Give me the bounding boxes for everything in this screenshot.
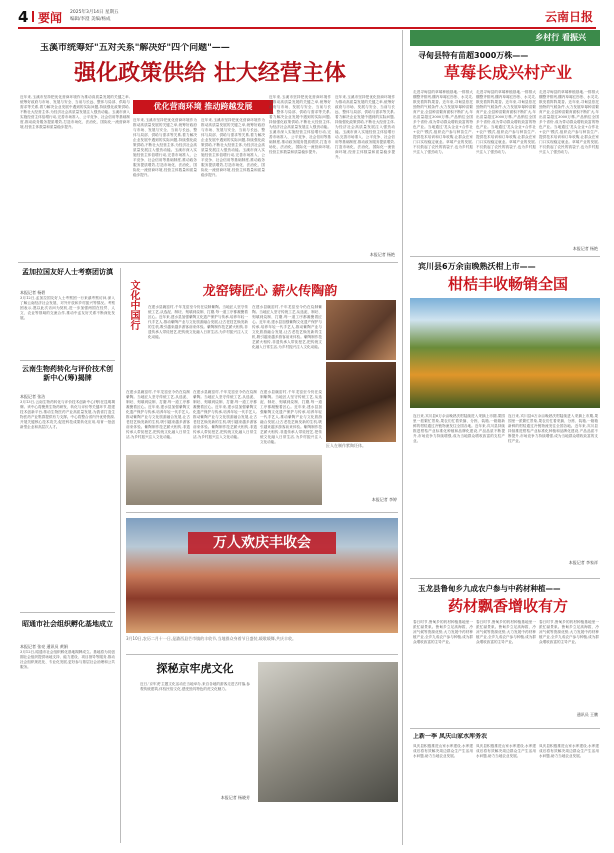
right-band (410, 30, 600, 46)
right-story3-kicker: 玉龙县鲁甸乡九成农户参与中药材种植—— (418, 584, 561, 593)
lead-headline: 强化政策供给 壮大经营主体 (74, 60, 346, 86)
culture-divider (126, 512, 398, 513)
story1-divider (20, 360, 115, 361)
story2-headline: 云南生物药转化与评价技术创新中心(筹)揭牌 (22, 365, 113, 382)
right-divider-1 (410, 256, 600, 257)
tea-author: 本报记者 杨晓芳 (220, 795, 250, 800)
masthead-rule (18, 27, 596, 29)
citrus-photo (410, 298, 600, 408)
right-story3-headline: 药材飘香增收有方 (447, 597, 568, 615)
story2-author: 本报记者 张洁 (20, 394, 46, 399)
lead-body-col1: 近年来,玉溪市坚持把优化营商环境作为推动高质量发展的关键之举,统筹好政府与市场、发展与安全、当前与长远、整体与局部、供给与需求等关系,着力解决企业发展中遇到的实际问题,持续强化政策供给,不断壮大经营主体,为经济社会高质量发展注入强劲动能。玉溪市深入实施经营主体倍增行动,完善市场准入、公平竞争、社会信用等基础制度,推动政务服务提质增效,打造市场化、法治化、国际化一流营商环境,经营主体数量和质量稳步提升。 (20, 95, 130, 129)
culture-vertical-tag (126, 280, 142, 340)
page-number: 4 (18, 8, 29, 26)
culture-caption: 匠人在制作紫陶坯体。 (326, 443, 366, 448)
right-story1-kicker: 寻甸县特有苗超3000万株—— (418, 51, 529, 60)
story2-divider (20, 612, 115, 613)
right-brief-body-1: 凤庆县积极推进山家水库建设,水库建成后将有效解决周边群众生产生活用水问题,助力当地农业发展。 (413, 744, 473, 758)
right-story2-body-1: 连日来,宾川县6万余亩晚熟沃柑陆续进入采摘上市期,果园里一派繁忙景象,果农们忙着采摘、分拣、装箱,一箱箱新鲜的柑桔通过冷链物流发往全国各地。近年来,宾川县持续推进柑桔产业标准化种植和品牌化建设,产品品质不断提升,市场竞争力持续增强,成为当地群众增收致富的支柱产业。 (413, 414, 505, 443)
culture-headline: 龙窑铸匠心 薪火传陶韵 (202, 284, 338, 299)
right-brief-headline: 上新一季 凤庆山家水库务农 (413, 733, 488, 740)
wanren-divider (126, 654, 398, 655)
lead-banner (133, 100, 273, 114)
wanren-banner-text: 万人欢庆丰收会 (213, 535, 311, 551)
story3-body: 3月12日,昭通市社会组织孵化基地揭牌成立。基地将为初创期社会组织提供场地支持、能力建设、项目指导等服务,推动社会组织规范化、专业化发展,更好参与基层社会治理和公共服务。 (20, 650, 115, 669)
culture-body-4: 在建水县碗窑村,千年龙窑至今仍在烧制紫陶。当地匠人坚守传统工艺,从选泥、制坯、刻填到烧制、打磨,每一道工序都凝聚着匠心。近年来,建水县加强紫陶文化遗产保护与传承,培养年轻一代手艺人,推动紫陶产业与文化旅游融合发展,让古老技艺焕发新的生机,吸引越来越多游客前来体验。紫陶制作技艺薪火相传,非遗传承人带徒授艺,把传统文化融入日常生活,为乡村振兴注入文化动能。 (193, 390, 257, 439)
lead-divider (18, 262, 398, 263)
lead-author: 本报记者 杨艳 (369, 252, 395, 257)
right-band-text: 乡村行 看振兴 (535, 33, 586, 42)
right-story1-author: 本报记者 杨艳 (572, 246, 598, 251)
right-story3-body-1: 春日时节,鲁甸乡的药材种植基地里一派忙碌景象。鲁甸乡立足高海拔、冷凉气候等资源优势,大力发展中药材种植产业,全乡九成农户参与种植,成为群众增收致富的主导产业。 (413, 620, 473, 644)
right-brief-body-2: 凤庆县积极推进山家水库建设,水库建成后将有效解决周边群众生产生活用水问题,助力当地农业发展。 (476, 744, 536, 758)
masthead (0, 0, 614, 30)
right-story3-body-3: 春日时节,鲁甸乡的药材种植基地里一派忙碌景象。鲁甸乡立足高海拔、冷凉气候等资源优势,大力发展中药材种植产业,全乡九成农户参与种植,成为群众增收致富的主导产业。 (539, 620, 599, 644)
right-divider-2 (410, 578, 600, 579)
culture-author: 本报记者 李婷 (371, 497, 397, 502)
center-rule (402, 30, 403, 845)
right-story3-body-2: 春日时节,鲁甸乡的药材种植基地里一派忙碌景象。鲁甸乡立足高海拔、冷凉气候等资源优势,大力发展中药材种植产业,全乡九成农户参与种植,成为群众增收致富的主导产业。 (476, 620, 536, 644)
culture-photo-1 (326, 300, 396, 360)
culture-body-3: 在建水县碗窑村,千年龙窑至今仍在烧制紫陶。当地匠人坚守传统工艺,从选泥、制坯、刻填到烧制、打磨,每一道工序都凝聚着匠心。近年来,建水县加强紫陶文化遗产保护与传承,培养年轻一代手艺人,推动紫陶产业与文化旅游融合发展,让古老技艺焕发新的生机,吸引越来越多游客前来体验。紫陶制作技艺薪火相传,非遗传承人带徒授艺,把传统文化融入日常生活,为乡村振兴注入文化动能。 (126, 390, 190, 439)
masthead-date: 2025年3月14日 星期五 (70, 10, 119, 15)
right-story2-author: 本报记者 李家祥 (568, 560, 598, 565)
story3-headline: 昭通市社会组织孵化基地成立 (22, 620, 113, 628)
right-brief-body-3: 凤庆县积极推进山家水库建设,水库建成后将有效解决周边群众生产生活用水问题,助力当地农业发展。 (539, 744, 599, 758)
story3-author: 本报记者 张亮 通讯员 黄娟 (20, 644, 68, 649)
tea-body: 近日,'京牢虎'主题文化活动在当地举办,来自各地的游客走进古村落,参观传统建筑,体验民俗文化,感受独具特色的虎文化魅力。 (140, 682, 250, 691)
culture-photo-3 (126, 455, 322, 505)
culture-tag-text: 文化中国行 (128, 280, 139, 330)
story1-headline: 孟加拉国友好人士考察团访滇 (22, 268, 113, 276)
right-divider-3 (410, 728, 600, 729)
right-story2-headline: 柑桔丰收畅销全国 (447, 275, 568, 293)
story2-body: 3月13日,云南生物药转化与评价技术创新中心(筹)在昆明揭牌。该中心将聚焦生物药研发、转化与评价等关键环节,搭建技术创新平台,推动生物医药产业高质量发展,为我省打造生物医药产业集群提供有力支撑。中心将整合省内外优势资源,开展关键核心技术攻关,促进科技成果转化应用,培育一批创新型企业和高层次人才。 (20, 400, 115, 429)
story1-body: 3月12日,孟加拉国友好人士考察团一行来滇考察访问,深入了解云南经济社会发展、对外开放和乡村振兴等情况。考察团表示,愿以此次访问为契机,进一步加强两国在经贸、人文、农业等领域的交流合作,推动中孟友好关系不断深化发展。 (20, 296, 115, 320)
right-story3-author: 通讯员 王鹏 (576, 712, 598, 717)
lead-body-col5: 近年来,玉溪市坚持把优化营商环境作为推动高质量发展的关键之举,统筹好政府与市场、发展与安全、当前与长远、整体与局部、供给与需求等关系,着力解决企业发展中遇到的实际问题,持续强化政策供给,不断壮大经营主体,为经济社会高质量发展注入强劲动能。玉溪市深入实施经营主体倍增行动,完善市场准入、公平竞争、社会信用等基础制度,推动政务服务提质增效,打造市场化、法治化、国际化一流营商环境,经营主体数量和质量稳步提升。 (335, 95, 395, 159)
section-title: 要闻 (38, 11, 63, 25)
wanren-banner (188, 532, 336, 554)
page-number-bar (32, 11, 34, 22)
tea-photo (258, 662, 398, 802)
paper-name: 云南日报 (545, 10, 594, 24)
right-story1-body-3: 走进寻甸县的草莓种植基地,一排排大棚整齐排列,棚内草莓红彤彤、水灵灵,散发着阵阵果香。近年来,寻甸县依托独特的气候条件,大力发展草莓种苗繁育产业,全县种苗繁育面积不断扩大,年出苗量超过3000万株,产品销往全国多个省份,成为带动群众增收致富的特色产业。当地通过'龙头企业+合作社+农户'模式,组织农户参与种苗生产,提供技术培训和订单收购,让群众在家门口实现稳定就业。草莓产业的发展,不仅鼓起了农民的钱袋子,也为乡村振兴注入了强劲动力。 (539, 90, 599, 154)
right-story1-body-1: 走进寻甸县的草莓种植基地,一排排大棚整齐排列,棚内草莓红彤彤、水灵灵,散发着阵阵果香。近年来,寻甸县依托独特的气候条件,大力发展草莓种苗繁育产业,全县种苗繁育面积不断扩大,年出苗量超过3000万株,产品销往全国多个省份,成为带动群众增收致富的特色产业。当地通过'龙头企业+合作社+农户'模式,组织农户参与种苗生产,提供技术培训和订单收购,让群众在家门口实现稳定就业。草莓产业的发展,不仅鼓起了农民的钱袋子,也为乡村振兴注入了强劲动力。 (413, 90, 473, 154)
lead-kicker: 玉溪市统筹好"五对关系"解决好"四个问题"—— (40, 43, 230, 53)
right-story1-headline: 草莓长成兴村产业 (443, 63, 572, 82)
right-story2-body-2: 连日来,宾川县6万余亩晚熟沃柑陆续进入采摘上市期,果园里一派繁忙景象,果农们忙着采摘、分拣、装箱,一箱箱新鲜的柑桔通过冷链物流发往全国各地。近年来,宾川县持续推进柑桔产业标准化种植和品牌化建设,产品品质不断提升,市场竞争力持续增强,成为当地群众增收致富的支柱产业。 (508, 414, 598, 443)
wanren-caption: 3月10日,农历二月十一日,是潞西县芒市镇的丰收节,当地群众身着节日盛装,载歌载舞,共庆丰收。 (126, 636, 296, 641)
culture-body-5: 在建水县碗窑村,千年龙窑至今仍在烧制紫陶。当地匠人坚守传统工艺,从选泥、制坯、刻填到烧制、打磨,每一道工序都凝聚着匠心。近年来,建水县加强紫陶文化遗产保护与传承,培养年轻一代手艺人,推动紫陶产业与文化旅游融合发展,让古老技艺焕发新的生机,吸引越来越多游客前来体验。紫陶制作技艺薪火相传,非遗传承人带徒授艺,把传统文化融入日常生活,为乡村振兴注入文化动能。 (260, 390, 322, 444)
lead-body-col3: 近年来,玉溪市坚持把优化营商环境作为推动高质量发展的关键之举,统筹好政府与市场、发展与安全、当前与长远、整体与局部、供给与需求等关系,着力解决企业发展中遇到的实际问题,持续强化政策供给,不断壮大经营主体,为经济社会高质量发展注入强劲动能。玉溪市深入实施经营主体倍增行动,完善市场准入、公平竞争、社会信用等基础制度,推动政务服务提质增效,打造市场化、法治化、国际化一流营商环境,经营主体数量和质量稳步提升。 (201, 118, 265, 177)
masthead-editor: 编辑/李澄 美编/杨成 (70, 17, 111, 22)
tea-headline: 探秘京牢虎文化 (156, 662, 234, 675)
left-col-rule (120, 268, 121, 843)
culture-body-2: 在建水县碗窑村,千年龙窑至今仍在烧制紫陶。当地匠人坚守传统工艺,从选泥、制坯、刻填到烧制、打磨,每一道工序都凝聚着匠心。近年来,建水县加强紫陶文化遗产保护与传承,培养年轻一代手艺人,推动紫陶产业与文化旅游融合发展,让古老技艺焕发新的生机,吸引越来越多游客前来体验。紫陶制作技艺薪火相传,非遗传承人带徒授艺,把传统文化融入日常生活,为乡村振兴注入文化动能。 (252, 305, 322, 349)
right-photo-kicker: 宾川县6万余亩晚熟沃柑上市—— (418, 262, 536, 271)
culture-photo-2 (326, 362, 396, 442)
story1-author: 本报记者 杨碧 (20, 290, 46, 295)
right-story1-body-2: 走进寻甸县的草莓种植基地,一排排大棚整齐排列,棚内草莓红彤彤、水灵灵,散发着阵阵果香。近年来,寻甸县依托独特的气候条件,大力发展草莓种苗繁育产业,全县种苗繁育面积不断扩大,年出苗量超过3000万株,产品销往全国多个省份,成为带动群众增收致富的特色产业。当地通过'龙头企业+合作社+农户'模式,组织农户参与种苗生产,提供技术培训和订单收购,让群众在家门口实现稳定就业。草莓产业的发展,不仅鼓起了农民的钱袋子,也为乡村振兴注入了强劲动力。 (476, 90, 536, 154)
culture-body-1: 在建水县碗窑村,千年龙窑至今仍在烧制紫陶。当地匠人坚守传统工艺,从选泥、制坯、刻填到烧制、打磨,每一道工序都凝聚着匠心。近年来,建水县加强紫陶文化遗产保护与传承,培养年轻一代手艺人,推动紫陶产业与文化旅游融合发展,让古老技艺焕发新的生机,吸引越来越多游客前来体验。紫陶制作技艺薪火相传,非遗传承人带徒授艺,把传统文化融入日常生活,为乡村振兴注入文化动能。 (148, 305, 248, 339)
wanren-photo (126, 518, 398, 633)
lead-body-col2: 近年来,玉溪市坚持把优化营商环境作为推动高质量发展的关键之举,统筹好政府与市场、发展与安全、当前与长远、整体与局部、供给与需求等关系,着力解决企业发展中遇到的实际问题,持续强化政策供给,不断壮大经营主体,为经济社会高质量发展注入强劲动能。玉溪市深入实施经营主体倍增行动,完善市场准入、公平竞争、社会信用等基础制度,推动政务服务提质增效,打造市场化、法治化、国际化一流营商环境,经营主体数量和质量稳步提升。 (133, 118, 197, 177)
lead-body-col4: 近年来,玉溪市坚持把优化营商环境作为推动高质量发展的关键之举,统筹好政府与市场、发展与安全、当前与长远、整体与局部、供给与需求等关系,着力解决企业发展中遇到的实际问题,持续强化政策供给,不断壮大经营主体,为经济社会高质量发展注入强劲动能。玉溪市深入实施经营主体倍增行动,完善市场准入、公平竞争、社会信用等基础制度,推动政务服务提质增效,打造市场化、法治化、国际化一流营商环境,经营主体数量和质量稳步提升。 (269, 95, 331, 154)
lead-banner-text: 优化营商环境 推动跨越发展 (153, 102, 253, 111)
